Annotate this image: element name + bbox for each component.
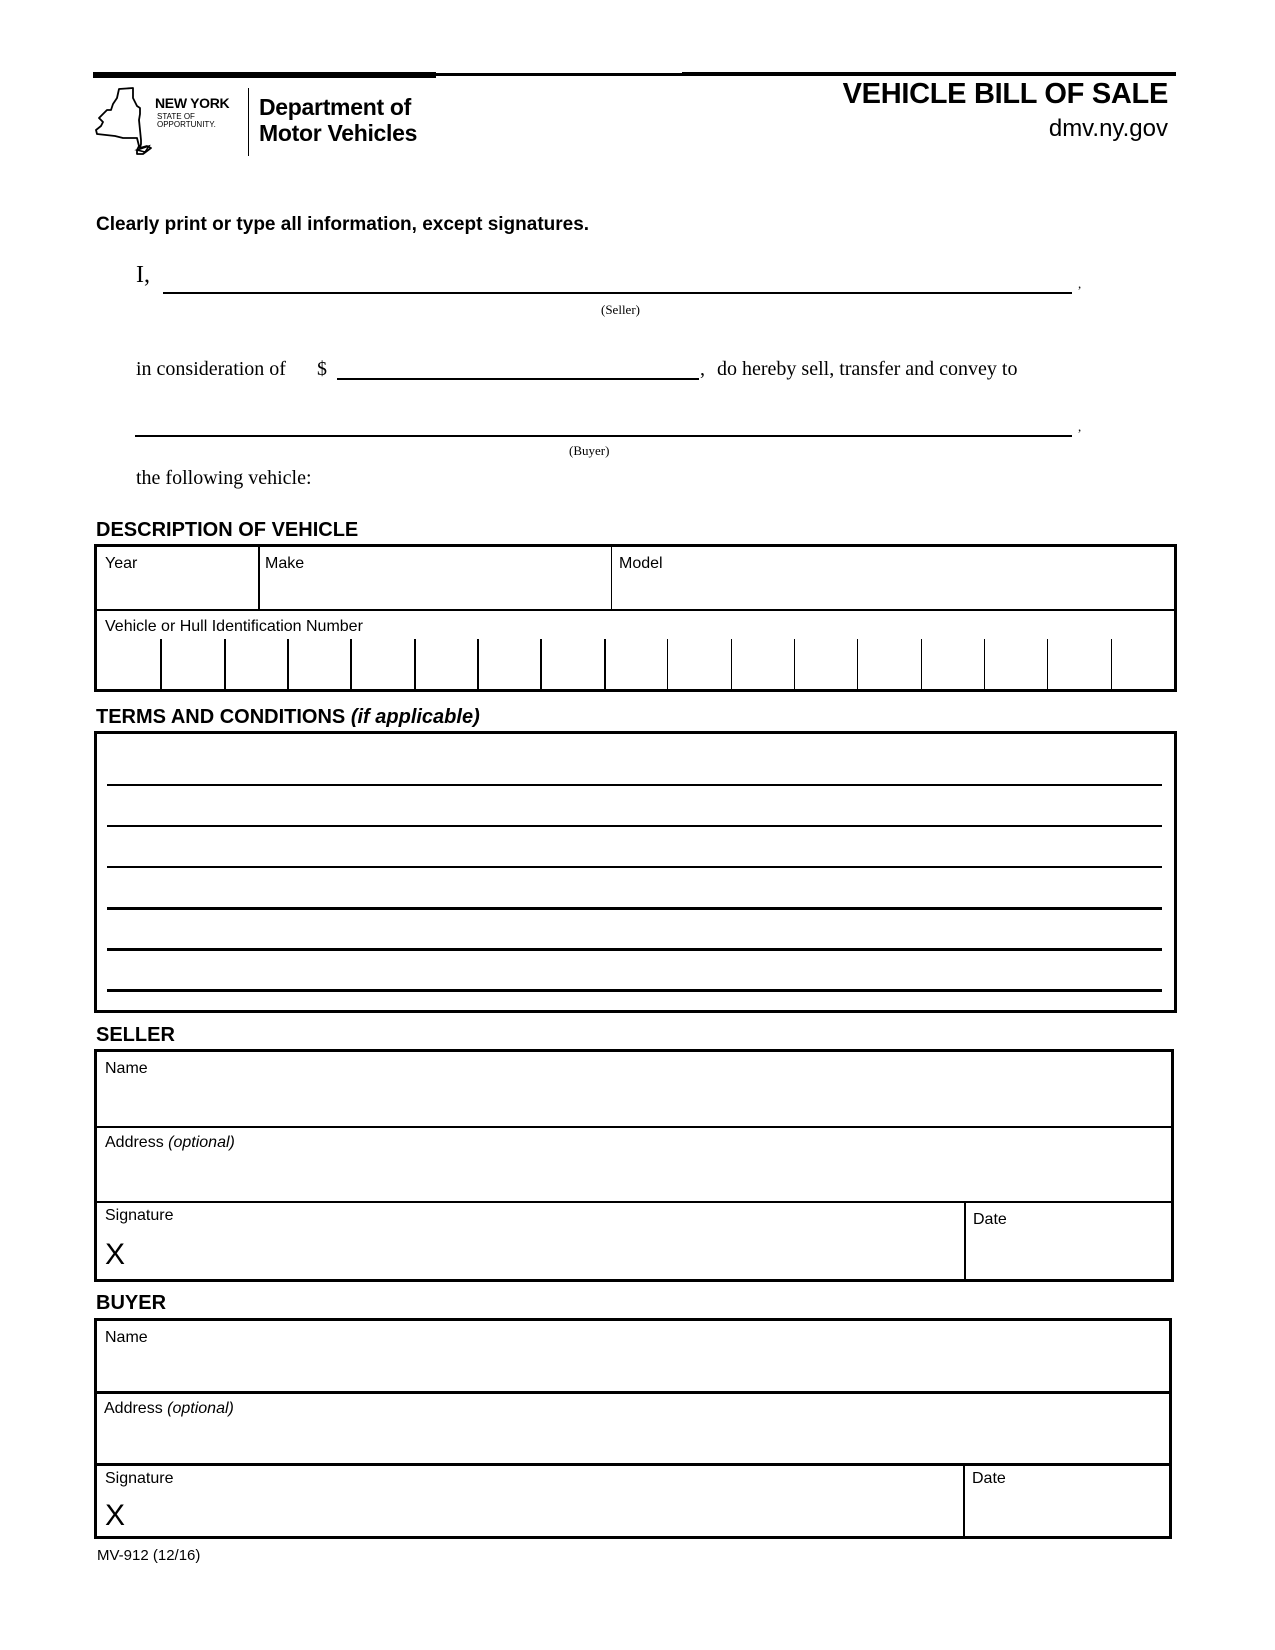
- vin-box-divider: [350, 639, 352, 689]
- header-rule-mid: [436, 73, 682, 76]
- buyer-info-table: [94, 1318, 1172, 1539]
- vin-box-divider: [921, 639, 922, 689]
- vin-char-box-13[interactable]: [861, 645, 916, 685]
- buyer-name-underline: [135, 435, 1072, 437]
- buyer-address-label: [104, 1400, 234, 1418]
- terms-section-heading: [96, 706, 480, 728]
- seller-name-label: Name: [105, 1060, 148, 1077]
- seller-name-underline: [163, 292, 1072, 294]
- header-rule-thick: [93, 72, 436, 78]
- buyer-date-input[interactable]: [971, 1493, 1165, 1533]
- logo-divider: [248, 88, 249, 156]
- buyer-date-divider: [963, 1463, 965, 1536]
- logo-department-line-1: Department of: [259, 94, 412, 120]
- vin-char-box-7[interactable]: [481, 645, 536, 685]
- buyer-section-heading: BUYER: [96, 1292, 167, 1314]
- terms-writing-line-3: [107, 866, 1162, 868]
- seller-info-table: [94, 1049, 1174, 1282]
- buyer-date-label: Date: [972, 1470, 1006, 1487]
- seller-address-optional-note: (optional): [168, 1134, 235, 1151]
- logo-department-line-2: Motor Vehicles: [259, 120, 418, 146]
- vin-char-box-5[interactable]: [354, 645, 409, 685]
- seller-date-divider: [964, 1201, 966, 1279]
- model-label: Model: [619, 555, 663, 572]
- vin-row-divider: [97, 609, 1174, 611]
- seller-address-label-text: Address: [105, 1134, 164, 1151]
- vin-box-divider: [984, 639, 985, 689]
- year-make-divider: [258, 547, 260, 609]
- terms-heading-note: (if applicable): [350, 706, 480, 728]
- model-field[interactable]: [617, 577, 1167, 605]
- nys-dmv-logo: [93, 86, 438, 158]
- buyer-name-field[interactable]: [135, 409, 1072, 435]
- seller-address-divider: [97, 1201, 1171, 1203]
- terms-writing-line-4: [107, 907, 1162, 910]
- new-york-state-outline-icon: [93, 86, 155, 158]
- logo-state-name: NEW YORK: [155, 95, 230, 111]
- sale-amount-field[interactable]: [337, 352, 699, 378]
- make-field[interactable]: [263, 577, 605, 605]
- make-label: Make: [265, 555, 305, 572]
- vin-box-divider: [414, 639, 416, 689]
- vin-char-box-17[interactable]: [1115, 645, 1170, 685]
- vin-char-box-6[interactable]: [418, 645, 473, 685]
- buyer-caption: (Buyer): [569, 443, 610, 458]
- seller-address-input[interactable]: [103, 1156, 1163, 1196]
- vin-char-box-10[interactable]: [671, 645, 726, 685]
- vin-char-box-16[interactable]: [1051, 645, 1106, 685]
- vin-char-box-8[interactable]: [544, 645, 599, 685]
- vin-char-box-14[interactable]: [925, 645, 980, 685]
- vin-char-box-4[interactable]: [291, 645, 346, 685]
- website-url: dmv.ny.gov: [1048, 115, 1168, 142]
- terms-writing-line-6: [107, 989, 1162, 992]
- currency-symbol: $: [317, 358, 327, 380]
- amount-comma: ,: [700, 358, 705, 380]
- vin-box-divider: [224, 639, 226, 689]
- vin-box-divider: [857, 639, 858, 689]
- buyer-comma: ,: [1078, 419, 1082, 434]
- year-field[interactable]: [103, 577, 253, 605]
- convey-text: do hereby sell, transfer and convey to: [717, 358, 1018, 380]
- seller-signature-x-mark: X: [105, 1238, 126, 1271]
- vin-char-box-3[interactable]: [228, 645, 283, 685]
- seller-section-heading: SELLER: [96, 1024, 175, 1046]
- vin-box-divider: [604, 639, 606, 689]
- year-label: Year: [105, 555, 138, 572]
- seller-name-field[interactable]: [163, 266, 1071, 292]
- buyer-address-label-text: Address: [104, 1400, 163, 1417]
- vehicle-description-table: [94, 544, 1177, 692]
- vin-box-divider: [794, 639, 795, 689]
- vin-box-divider: [477, 639, 479, 689]
- logo-tagline-1: STATE OF: [157, 112, 195, 121]
- header-rule-right: [682, 72, 1176, 76]
- vin-char-box-1[interactable]: [101, 645, 156, 685]
- vin-box-divider: [731, 639, 732, 689]
- make-model-divider: [611, 547, 612, 609]
- consideration-text: in consideration of: [136, 358, 286, 380]
- document-title: VEHICLE BILL OF SALE: [842, 78, 1168, 110]
- buyer-address-input[interactable]: [103, 1421, 1163, 1457]
- vin-label: Vehicle or Hull Identification Number: [105, 618, 363, 635]
- buyer-name-input[interactable]: [103, 1351, 1163, 1387]
- vin-box-divider: [1111, 639, 1112, 689]
- logo-tagline-2: OPPORTUNITY.: [157, 120, 216, 129]
- buyer-signature-input[interactable]: [137, 1497, 957, 1533]
- buyer-signature-label: Signature: [105, 1470, 174, 1487]
- terms-writing-line-1: [107, 784, 1162, 786]
- following-vehicle-text: the following vehicle:: [136, 467, 312, 489]
- buyer-name-divider: [97, 1391, 1169, 1394]
- seller-signature-input[interactable]: [137, 1238, 957, 1274]
- i-prefix: I,: [136, 262, 150, 288]
- terms-conditions-box[interactable]: [94, 731, 1177, 1013]
- terms-writing-line-2: [107, 825, 1162, 827]
- vin-box-divider: [287, 639, 289, 689]
- seller-address-label: [105, 1134, 235, 1152]
- vin-char-box-2[interactable]: [164, 645, 219, 685]
- sale-amount-underline: [337, 378, 699, 380]
- terms-heading-text: TERMS AND CONDITIONS: [96, 706, 346, 728]
- seller-date-input[interactable]: [971, 1234, 1167, 1274]
- vehicle-section-heading: DESCRIPTION OF VEHICLE: [96, 519, 359, 541]
- vin-box-divider: [667, 639, 668, 689]
- seller-name-input[interactable]: [103, 1082, 1163, 1122]
- seller-name-divider: [97, 1126, 1171, 1128]
- buyer-name-label: Name: [105, 1329, 148, 1346]
- vin-box-divider: [160, 639, 162, 689]
- seller-signature-label: Signature: [105, 1207, 174, 1224]
- vin-box-divider: [540, 639, 542, 689]
- vin-char-box-12[interactable]: [798, 645, 853, 685]
- seller-comma: ,: [1078, 276, 1082, 291]
- buyer-signature-x-mark: X: [105, 1499, 126, 1532]
- vin-char-box-9[interactable]: [608, 645, 663, 685]
- seller-caption: (Seller): [601, 302, 640, 317]
- form-id: MV-912 (12/16): [97, 1547, 201, 1564]
- instruction-text: Clearly print or type all information, except signatures.: [96, 214, 590, 235]
- terms-writing-line-5: [107, 948, 1162, 951]
- vin-char-box-15[interactable]: [988, 645, 1043, 685]
- vin-box-divider: [1047, 639, 1048, 689]
- vin-char-box-11[interactable]: [735, 645, 790, 685]
- buyer-address-optional-note: (optional): [167, 1400, 234, 1417]
- seller-date-label: Date: [973, 1211, 1007, 1228]
- buyer-address-divider: [97, 1463, 1169, 1466]
